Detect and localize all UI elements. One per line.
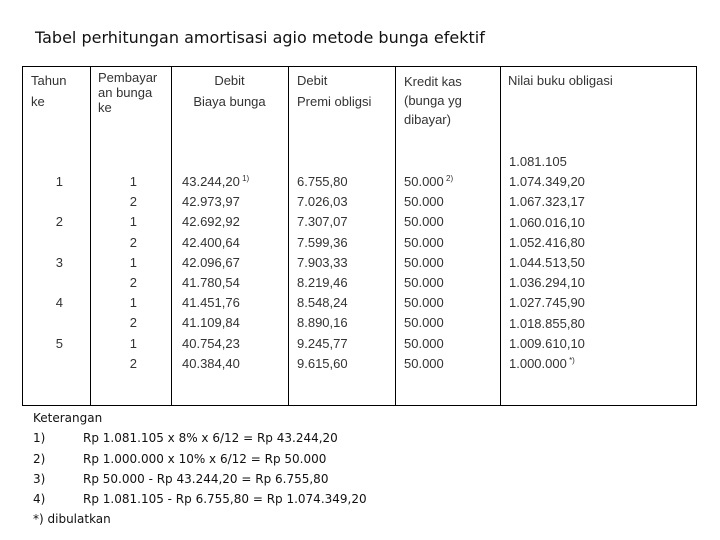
kredit-kas-cell: 50.000	[404, 214, 444, 230]
kredit-kas-cell: 50.000	[404, 194, 444, 210]
nilai-buku-cell: 1.027.745,90	[509, 295, 585, 311]
note-text: Rp 50.000 - Rp 43.244,20 = Rp 6.755,80	[83, 471, 329, 486]
note-number: 2)	[33, 451, 46, 466]
column-divider	[500, 67, 501, 405]
year-cell: 5	[55, 335, 63, 351]
page-title: Tabel perhitungan amortisasi agio metode bunga efektif	[35, 28, 485, 47]
note-text: Rp 1.081.105 x 8% x 6/12 = Rp 43.244,20	[83, 431, 338, 446]
header-kredit-kas-line: Kredit kas	[404, 74, 462, 89]
year-cell: 4	[55, 295, 63, 311]
year-cell-empty	[23, 192, 63, 212]
premi-cell: 8.890,16	[297, 315, 348, 331]
column-divider	[171, 67, 172, 405]
year-cell-empty	[23, 273, 63, 293]
kredit-kas-cell: 50.000	[404, 355, 444, 371]
year-cell-empty	[23, 354, 63, 374]
payment-cell: 2	[129, 315, 137, 331]
payment-cell: 1	[129, 174, 137, 189]
nilai-buku-cell: 1.044.513,50	[509, 254, 585, 270]
premi-cell: 8.219,46	[297, 274, 348, 290]
note-number: 1)	[33, 431, 46, 446]
header-pembayaran	[98, 70, 157, 115]
nilai-buku-cell: 1.052.416,80	[509, 234, 585, 250]
note-item	[33, 469, 367, 489]
premi-cell: 7.903,33	[297, 254, 348, 270]
payment-cell: 1	[129, 335, 137, 351]
biaya-bunga-column	[182, 172, 249, 374]
footnote-marker: 2)	[443, 174, 454, 183]
kredit-kas-cell: 50.000	[404, 315, 444, 331]
nilai-buku-cell: 1.036.294,10	[509, 275, 585, 291]
premi-cell: 7.307,07	[297, 214, 348, 230]
year-cell-empty	[23, 233, 63, 253]
footnote-marker: 1)	[239, 174, 250, 183]
column-divider	[395, 67, 396, 405]
premi-cell: 8.548,24	[297, 295, 348, 311]
biaya-bunga-cell: 41.780,54	[182, 274, 240, 290]
kredit-kas-cell: 50.000	[404, 254, 444, 270]
note-text: Rp 1.081.105 - Rp 6.755,80 = Rp 1.074.349,20	[83, 492, 367, 507]
biaya-bunga-cell: 42.973,97	[182, 194, 240, 210]
biaya-bunga-cell: 42.400,64	[182, 234, 240, 250]
note-number: 3)	[33, 471, 46, 486]
note-item	[33, 489, 367, 509]
amortization-table	[22, 66, 697, 406]
note-number: 4)	[33, 492, 46, 507]
notes-list	[33, 428, 367, 509]
note-item	[33, 428, 367, 448]
header-pembayaran-line: an bunga	[98, 85, 153, 100]
kredit-kas-cell: 50.000	[404, 274, 444, 290]
payment-cell: 2	[129, 194, 137, 210]
biaya-bunga-cell: 42.692,92	[182, 214, 240, 230]
years-column	[23, 172, 63, 374]
nilai-buku-cell: 1.000.000 *)	[509, 355, 575, 371]
nilai-buku-cell: 1.009.610,10	[509, 335, 585, 351]
header-debit-premi	[297, 72, 371, 110]
kredit-kas-cell: 50.000	[404, 335, 444, 351]
year-cell: 2	[55, 214, 63, 230]
notes-section	[33, 408, 367, 530]
premi-cell: 9.245,77	[297, 335, 348, 351]
header-debit-biaya-line: Biaya bunga	[193, 94, 266, 109]
premi-cell: 6.755,80	[297, 174, 348, 189]
header-tahun	[31, 72, 66, 110]
header-kredit-kas-line: (bunga yg	[404, 93, 462, 108]
header-kredit-kas-line: dibayar)	[404, 112, 451, 127]
premi-cell: 7.599,36	[297, 234, 348, 250]
payment-cell: 2	[129, 355, 137, 371]
payment-cell: 2	[129, 234, 137, 250]
nilai-buku-cell: 1.081.105	[509, 154, 567, 169]
biaya-bunga-cell: 42.096,67	[182, 254, 240, 270]
footnote-marker: *)	[566, 355, 575, 365]
payment-cell: 1	[129, 214, 137, 230]
kredit-kas-cell: 50.000 $^{2)}$	[404, 174, 454, 189]
premi-cell: 7.026,03	[297, 194, 348, 210]
payment-cell: 1	[129, 254, 137, 270]
nilai-buku-cell: 1.067.323,17	[509, 194, 585, 210]
notes-footnote: *) dibulatkan	[33, 512, 111, 527]
payment-cell: 1	[129, 295, 137, 311]
notes-heading: Keterangan	[33, 411, 103, 425]
header-debit-premi-line: Debit	[297, 73, 328, 88]
biaya-bunga-cell: 40.384,40	[182, 355, 240, 371]
nilai-buku-column	[509, 152, 585, 374]
year-cell-empty	[23, 313, 63, 333]
header-kredit-kas	[404, 72, 462, 129]
header-pembayaran-line: ke	[98, 100, 112, 115]
note-text: Rp 1.000.000 x 10% x 6/12 = Rp 50.000	[83, 451, 327, 466]
biaya-bunga-cell: 41.109,84	[182, 315, 240, 331]
nilai-buku-cell: 1.018.855,80	[509, 315, 585, 331]
kredit-kas-column	[404, 172, 453, 374]
header-tahun-line: ke	[31, 94, 45, 109]
column-divider	[288, 67, 289, 405]
header-debit-premi-line: Premi obligsi	[297, 94, 372, 109]
header-tahun-line: Tahun	[31, 73, 67, 88]
header-pembayaran-line: Pembayar	[98, 70, 158, 85]
kredit-kas-cell: 50.000	[404, 234, 444, 250]
header-nilai-buku: Nilai buku obligasi	[508, 73, 613, 88]
biaya-bunga-cell: 40.754,23	[182, 335, 240, 351]
payments-column	[90, 172, 137, 374]
nilai-buku-cell: 1.060.016,10	[509, 214, 585, 230]
biaya-bunga-cell: 41.451,76	[182, 295, 240, 311]
payment-cell: 2	[129, 274, 137, 290]
header-debit-biaya	[171, 72, 288, 110]
kredit-kas-cell: 50.000	[404, 295, 444, 311]
premi-column	[297, 172, 348, 374]
nilai-buku-cell: 1.074.349,20	[509, 174, 585, 190]
header-debit-biaya-line: Debit	[214, 73, 245, 88]
year-cell: 3	[55, 254, 63, 270]
biaya-bunga-cell: 43.244,20 $^{1)}$	[182, 174, 250, 189]
premi-cell: 9.615,60	[297, 355, 348, 371]
year-cell: 1	[55, 174, 63, 189]
note-item	[33, 449, 367, 469]
